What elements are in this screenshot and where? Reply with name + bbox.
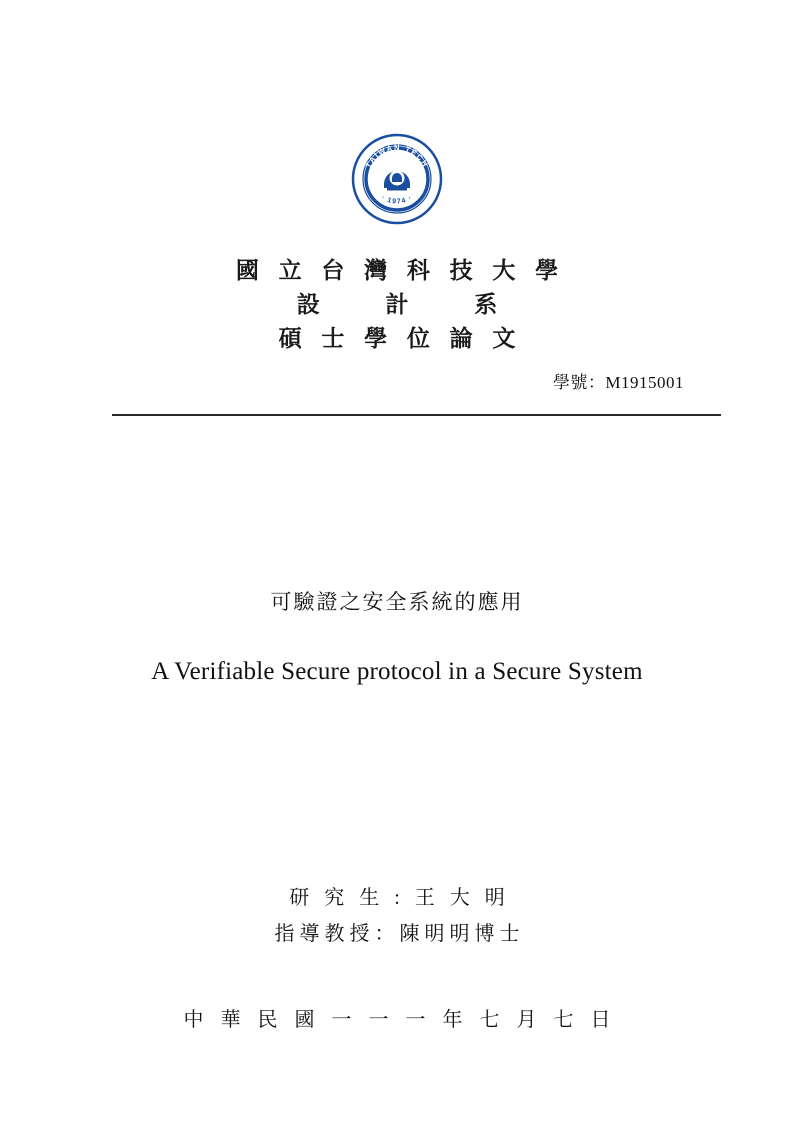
submission-date: 中 華 民 國 一 一 一 年 七 月 七 日 xyxy=(183,1009,617,1031)
university-name: 國 立 台 灣 科 技 大 學 xyxy=(235,258,566,283)
student-name: 研 究 生 : 王 大 明 xyxy=(289,887,510,909)
degree-type: 碩 士 學 位 論 文 xyxy=(278,326,523,351)
advisor-name: 指導教授：陳明明博士 xyxy=(274,923,525,945)
taiwan-tech-seal-icon xyxy=(351,133,443,225)
thesis-title-chinese: 可驗證之安全系統的應用 xyxy=(270,590,524,614)
svg-text:TAIWAN TECH: TAIWAN TECH xyxy=(363,142,431,170)
horizontal-divider xyxy=(112,414,721,416)
department-name: 設 計 系 xyxy=(296,292,528,317)
student-id-label: 學號：M1915001 xyxy=(552,373,684,392)
logo-container xyxy=(0,133,794,225)
people-block xyxy=(0,880,794,952)
university-heading-block xyxy=(0,254,794,356)
thesis-title-english: A Verifiable Secure protocol in a Secure System xyxy=(151,658,643,685)
svg-text:· 1974 ·: · 1974 · xyxy=(380,194,414,206)
